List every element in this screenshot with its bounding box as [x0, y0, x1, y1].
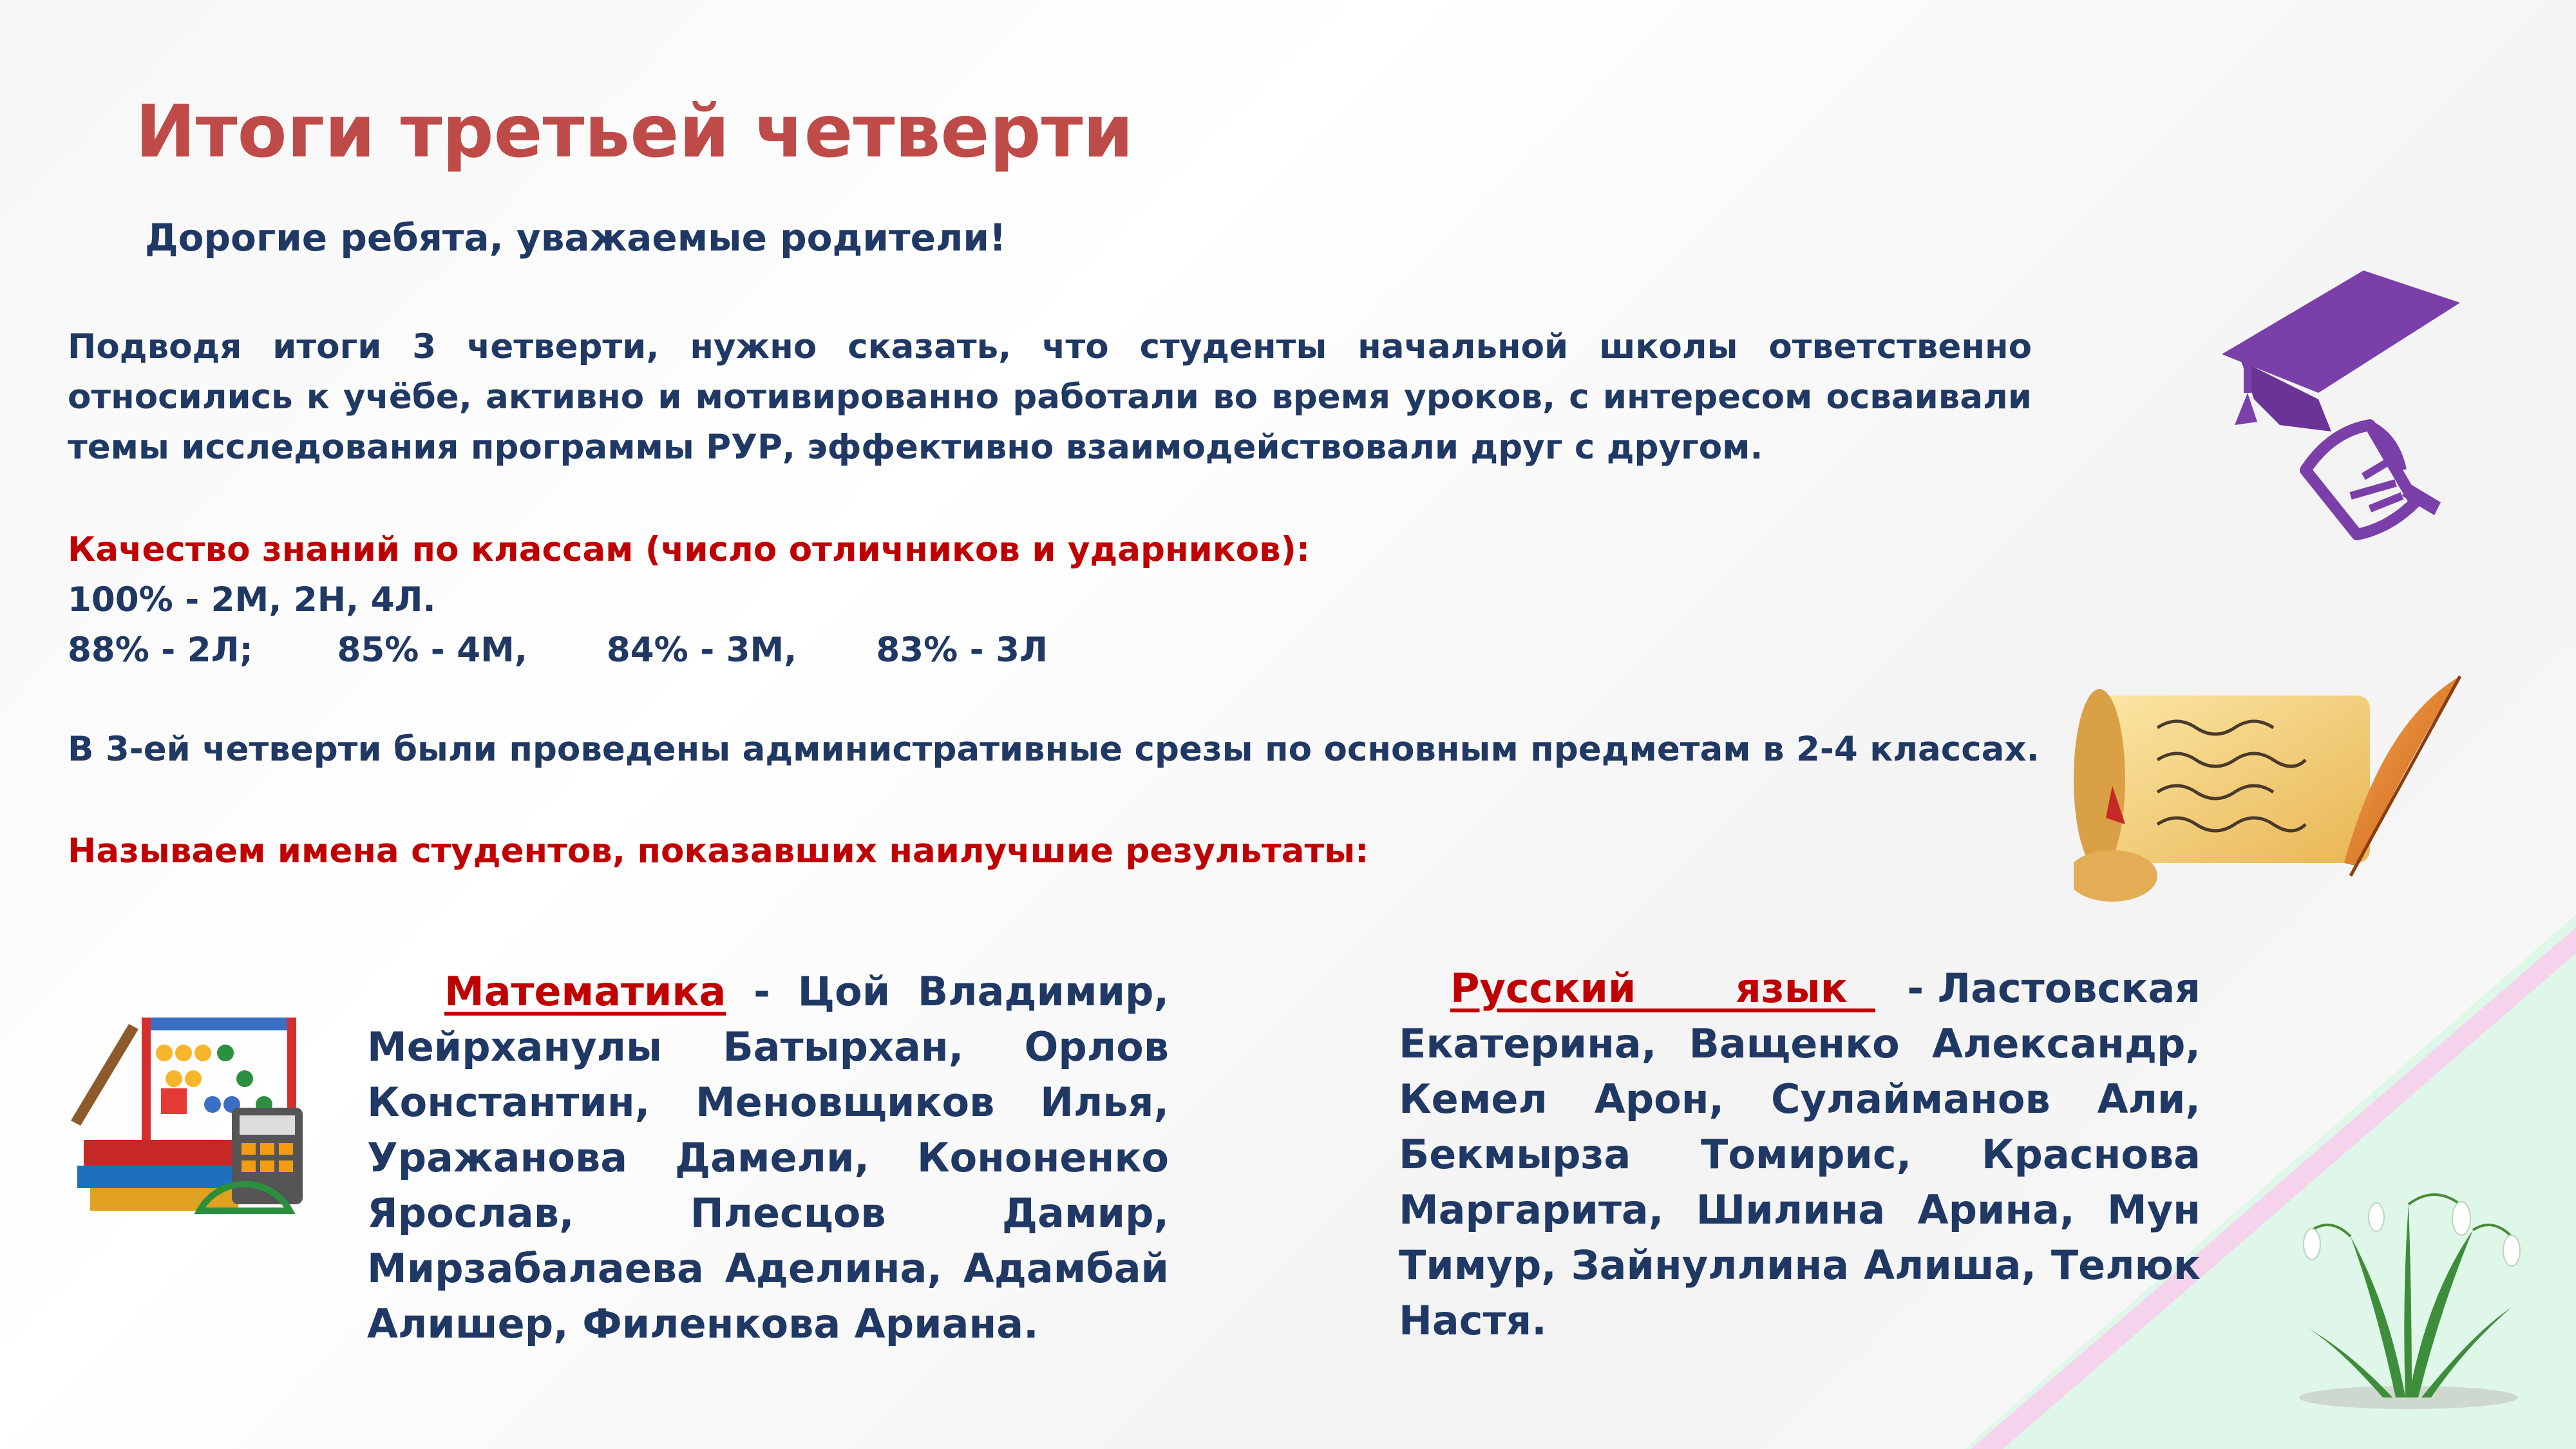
greeting: Дорогие ребята, уважаемые родители! — [145, 216, 1007, 260]
graduation-cap-diploma-icon — [2202, 264, 2460, 541]
russian-line: Маргарита, Шилина Арина, Мун — [1399, 1186, 2201, 1233]
quality-line-1: 100% - 2М, 2Н, 4Л. — [68, 580, 436, 620]
russian-line: Тимур, Зайнуллина Алиша, Телюк — [1399, 1242, 2201, 1289]
math-line: Константин, Меновщиков Илья, — [367, 1079, 1169, 1126]
snowdrop-flowers-icon — [2280, 1179, 2537, 1410]
abacus-books-calculator-icon — [58, 992, 309, 1230]
quality-item: 83% - 3Л — [876, 630, 1048, 670]
russian-line: - Ластовская — [1907, 965, 2201, 1012]
quality-item: 88% - 2Л; — [68, 630, 253, 670]
admin-note: В 3-ей четверти были проведены административные срезы по основным предметам в 2-4 классах. — [68, 730, 2040, 769]
scroll-quill-icon — [2074, 670, 2473, 908]
math-results — [367, 964, 1169, 1352]
russian-line: Бекмырза Томирис, Краснова — [1399, 1131, 2201, 1178]
quality-item: 84% - 3М, — [606, 630, 797, 670]
page-title: Итоги третьей четверти — [135, 90, 1133, 174]
russian-line: Кемел Арон, Сулайманов Али, — [1399, 1075, 2201, 1122]
math-line-last: Алишер, Филенкова Ариана. — [367, 1300, 1039, 1347]
quality-heading: Качество знаний по классам (число отличников и ударников): — [68, 530, 1311, 569]
math-subject: Математика — [444, 968, 726, 1015]
quality-row — [68, 625, 1048, 676]
math-line: Мирзабалаева Аделина, Адамбай — [367, 1245, 1169, 1292]
russian-results — [1399, 961, 2201, 1349]
russian-line: Екатерина, Ващенко Александр, — [1399, 1020, 2201, 1067]
best-heading: Называем имена студентов, показавших наилучшие результаты: — [68, 831, 1369, 871]
russian-line-last: Настя. — [1399, 1297, 1547, 1344]
quality-item: 85% - 4М, — [337, 630, 527, 670]
russian-subject: Русский язык — [1450, 965, 1875, 1012]
math-line: Мейрханулы Батырхан, Орлов — [367, 1023, 1169, 1070]
intro-paragraph: Подводя итоги 3 четверти, нужно сказать, что студенты начальной школы ответственно относились к учёбе, активно и мотивированно работали во время уроков, с интересом осваивали темы исследования программы РУР, эффективно взаимодействовали друг с другом. — [68, 327, 2032, 467]
math-line: Ярослав, Плесцов Дамир, — [367, 1189, 1169, 1236]
math-line: - Цой Владимир, — [726, 968, 1169, 1015]
math-line: Уражанова Дамели, Кононенко — [367, 1134, 1169, 1181]
